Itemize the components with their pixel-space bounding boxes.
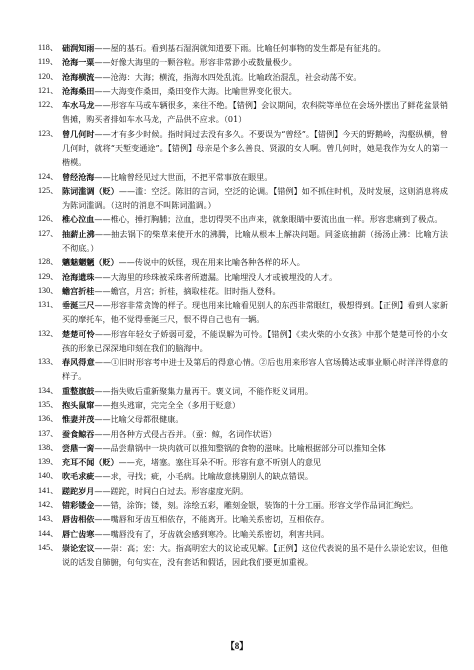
entry-text xyxy=(62,70,448,84)
idiom-entry xyxy=(38,55,448,69)
page-number: 【8】 xyxy=(225,641,249,651)
entry-text xyxy=(62,227,448,256)
idiom-entry xyxy=(38,170,448,184)
entry-text xyxy=(62,455,448,469)
idiom-term: 沧海横流 xyxy=(62,71,95,82)
entry-text xyxy=(62,355,448,384)
entry-number: 142、 xyxy=(38,500,59,509)
idiom-entry xyxy=(38,270,448,284)
entry-number: 123、 xyxy=(38,128,59,138)
idiom-definition: ——充，堵塞。塞住耳朵不听。形容有意不听别人的意见 xyxy=(118,457,322,468)
entry-text xyxy=(62,498,448,512)
entry-text xyxy=(62,212,448,226)
idiom-entry xyxy=(38,384,448,398)
idiom-entry xyxy=(38,127,448,170)
entry-number: 144、 xyxy=(38,528,59,538)
idiom-entry xyxy=(38,327,448,356)
idiom-term: 椎心泣血 xyxy=(62,214,95,225)
entry-text xyxy=(62,512,448,526)
idiom-definition: ——蟾宫，月宫；折桂，摘取桂花。旧时指人登科。 xyxy=(94,285,281,296)
idiom-definition: ——抽去锅下的柴草来使开水的沸腾，比喻从根本上解决问题。同釜底抽薪（扬汤止沸：比喻方法不彻底。） xyxy=(62,228,448,253)
entry-text xyxy=(62,170,448,184)
idiom-term: 沧海一粟 xyxy=(62,57,95,68)
entry-number: 140、 xyxy=(38,471,59,481)
entry-number: 121、 xyxy=(38,85,59,95)
entry-text xyxy=(62,469,448,483)
idiom-term: 曾经沧海 xyxy=(62,171,95,182)
idiom-entry xyxy=(38,212,448,226)
idiom-term: 尝鼎一脔 xyxy=(62,442,95,453)
idiom-definition: ——抱头逃窜，完完全全（多用于贬意） xyxy=(94,400,241,411)
idiom-entry xyxy=(38,227,448,256)
idiom-definition: ——比喻曾经见过大世面，不把平常事放在眼里。 xyxy=(94,171,273,182)
entry-text xyxy=(62,384,448,398)
idiom-term: 车水马龙 xyxy=(62,100,95,111)
idiom-definition: ——沧海：大海；横流，指海水四处乱流。比喻政治混乱，社会动荡不安。 xyxy=(94,71,362,82)
idiom-entry xyxy=(38,455,448,469)
entry-number: 125、 xyxy=(38,185,59,195)
entry-number: 138、 xyxy=(38,442,59,452)
idiom-term: 春风得意 xyxy=(62,357,95,368)
idiom-entry xyxy=(38,541,448,570)
idiom-definition: ——①旧时形容考中进士及第后的得意心情。②后也用来形容人官场腾达或事业顺心时洋洋得意的样子。 xyxy=(62,357,448,382)
entry-number: 118、 xyxy=(38,43,58,52)
entry-number: 130、 xyxy=(38,285,59,295)
idiom-entry xyxy=(38,84,448,98)
idiom-entry xyxy=(38,70,448,84)
idiom-term: 垂涎三尺 xyxy=(62,300,95,311)
idiom-entry xyxy=(38,41,448,55)
entry-number: 134、 xyxy=(38,385,59,395)
entry-text xyxy=(62,98,448,127)
entry-number: 122、 xyxy=(38,100,59,110)
entry-number: 131、 xyxy=(38,300,59,310)
idiom-term: 魑魅魍魉（贬） xyxy=(62,257,119,268)
idiom-entry xyxy=(38,427,448,441)
idiom-definition: ——形容非常贪馋的样子。现也用来比喻看见别人的东西非常眼红，极想得到。【正例】看到人家新买的摩托车，他不觉得垂涎三尺，恨不得自己也有一辆。 xyxy=(62,300,448,325)
idiom-entry xyxy=(38,412,448,426)
entry-text xyxy=(62,84,448,98)
idiom-term: 曾几何时 xyxy=(62,128,95,139)
entry-number: 132、 xyxy=(38,328,59,338)
idiom-definition: ——才有多少时候。指时间过去没有多久。不要误为“曾经”。【错例】今天的野鹅岭，沟壑纵横，曾几何时，就将“天堑变通途”。【错例】母亲是个多么善良、贤淑的女人啊。曾几何时，她是我作为女人的第一楷模。 xyxy=(62,128,448,168)
idiom-term: 陈词滥调（贬） xyxy=(62,185,119,196)
entry-number: 124、 xyxy=(38,171,59,181)
idiom-definition: ——错，涂饰；镂，刻。涂绘五彩，雕刻金银，装饰的十分工丽。形容文学作品词汇绚烂。 xyxy=(94,500,419,510)
idiom-definition: ——传说中的妖怪，现在用来比喻各种各样的坏人。 xyxy=(118,257,305,268)
idiom-definition: ——品尝鼎锅中一块肉就可以推知整锅的食物的滋味。比喻根据部分可以推知全体 xyxy=(94,442,386,453)
entry-text xyxy=(62,327,448,356)
entry-number: 133、 xyxy=(38,357,59,367)
entry-number: 129、 xyxy=(38,271,59,281)
idiom-definition: ——形容车马或车辆很多，来往不绝。【错例】会议期间，农科院等单位在会场外摆出了鲜花盆景销售摊，购买者排如车水马龙，产品供不应求。（01） xyxy=(62,100,448,125)
idiom-definition: ——滥：空泛。陈旧的言词，空泛的论调。【错例】如不抓住时机，及时发展，这则消息将成为陈词滥调。（这时的消息不叫陈词滥调。） xyxy=(62,185,448,211)
entry-number: 137、 xyxy=(38,428,59,438)
idiom-definition: ——形容年轻女子娇弱可爱，不能误解为可怜。【错例】《卖火柴的小女孩》中那个楚楚可怜的小女孩的形象已深深地印刻在我们的脑海中。 xyxy=(62,328,448,353)
entry-text xyxy=(62,41,448,55)
idiom-term: 重整旗鼓 xyxy=(62,385,95,396)
entry-number: 127、 xyxy=(38,228,59,238)
idiom-definition: ——求，寻找；疵，小毛病。比喻故意挑剔别人的缺点错误。 xyxy=(94,471,313,482)
entry-number: 136、 xyxy=(38,414,59,424)
idiom-entry xyxy=(38,98,448,127)
idiom-definition: ——好像大海里的一颗谷粒。形容非常渺小或数量极少。 xyxy=(94,57,297,68)
idiom-definition: ——用各种方式侵占吞并。（蚕：鲸，名词作状语） xyxy=(94,428,277,439)
entry-text xyxy=(62,541,448,570)
idiom-term: 础润知雨 xyxy=(62,43,95,53)
idiom-entry xyxy=(38,398,448,412)
idiom-term: 蟾宫折桂 xyxy=(62,285,95,296)
idiom-term: 抱头鼠窜 xyxy=(62,400,95,411)
entry-text xyxy=(62,441,448,455)
idiom-definition: ——蹉跎，时间白白过去。形容虚度光阴。 xyxy=(94,485,249,496)
entry-number: 119、 xyxy=(38,57,58,67)
idiom-entry xyxy=(38,469,448,483)
entry-number: 141、 xyxy=(38,485,59,495)
idiom-entry xyxy=(38,527,448,541)
entry-text xyxy=(62,412,448,426)
entry-text xyxy=(62,55,448,69)
entry-text xyxy=(62,527,448,541)
idiom-definition: ——嘴唇和牙齿互相依存，不能离开。比喻关系密切，互相依存。 xyxy=(94,514,330,525)
entry-text xyxy=(62,298,448,327)
idiom-entry xyxy=(38,498,448,512)
idiom-entry xyxy=(38,255,448,269)
idiom-entry xyxy=(38,284,448,298)
idiom-term: 蚕食鲸吞 xyxy=(62,428,95,439)
idiom-entry xyxy=(38,441,448,455)
entry-text xyxy=(62,270,448,284)
entry-text xyxy=(62,284,448,298)
idiom-term: 沧海遗珠 xyxy=(62,271,95,282)
idiom-entry xyxy=(38,355,448,384)
entry-number: 139、 xyxy=(38,457,59,467)
idiom-list xyxy=(38,41,448,569)
idiom-entry xyxy=(38,512,448,526)
entry-number: 135、 xyxy=(38,400,59,410)
idiom-term: 抽薪止沸 xyxy=(62,228,95,239)
entry-text xyxy=(62,255,448,269)
idiom-term: 沧海桑田 xyxy=(62,85,95,96)
idiom-definition: ——椎心，捶打胸脯；泣血，悲切得哭不出声来，就象眼睛中要流出血一样。形容悲痛到了极点。 xyxy=(94,214,443,225)
idiom-definition: ——比喻父母都很健康。 xyxy=(94,414,184,425)
idiom-term: 蹉跎岁月 xyxy=(62,485,95,496)
idiom-term: 唇亡齿寒 xyxy=(62,528,95,539)
entry-text xyxy=(62,398,448,412)
idiom-definition: ——嘴唇没有了，牙齿就会感到寒冷。比喻关系密切，利害共同。 xyxy=(94,528,330,539)
entry-text xyxy=(62,184,448,213)
idiom-term: 楚楚可怜 xyxy=(62,328,95,339)
idiom-term: 崇论宏议 xyxy=(62,542,95,553)
idiom-definition: ——崇：高；宏：大。指高明宏大的议论或见解。【正例】这位代表说的虽不是什么崇论宏议，但他说的话发自肺腑，句句实在，没有套话和假话，因此我们要更加重视。 xyxy=(62,542,448,568)
entry-number: 145、 xyxy=(38,542,59,552)
idiom-definition: ——指失败后重新聚集力量再干。褒义词，不能作贬义词用。 xyxy=(94,385,313,396)
idiom-term: 惟妻并茂 xyxy=(62,414,95,425)
idiom-term: 充耳不闻（贬） xyxy=(62,457,119,468)
idiom-entry xyxy=(38,298,448,327)
entry-text xyxy=(62,484,448,498)
idiom-term: 唇齿相依 xyxy=(62,514,95,525)
entry-number: 128、 xyxy=(38,257,59,267)
idiom-definition: ——屋的基石。看到基石湿润就知道要下雨。比喻任何事物的发生都是有征兆的。 xyxy=(94,43,386,53)
idiom-definition: ——大海里的珍珠被采珠者所遗漏。比喻埋没人才或被埋没的人才。 xyxy=(94,271,338,282)
idiom-definition: ——大海变作桑田，桑田变作大海。比喻世界变化很大。 xyxy=(94,85,297,96)
entry-number: 120、 xyxy=(38,71,59,81)
entry-number: 143、 xyxy=(38,514,59,524)
idiom-entry xyxy=(38,184,448,213)
entry-number: 126、 xyxy=(38,214,59,224)
entry-text xyxy=(62,427,448,441)
idiom-term: 吹毛求疵 xyxy=(62,471,95,482)
idiom-term: 错彩镂金 xyxy=(62,500,95,510)
entry-text xyxy=(62,127,448,170)
idiom-entry xyxy=(38,484,448,498)
